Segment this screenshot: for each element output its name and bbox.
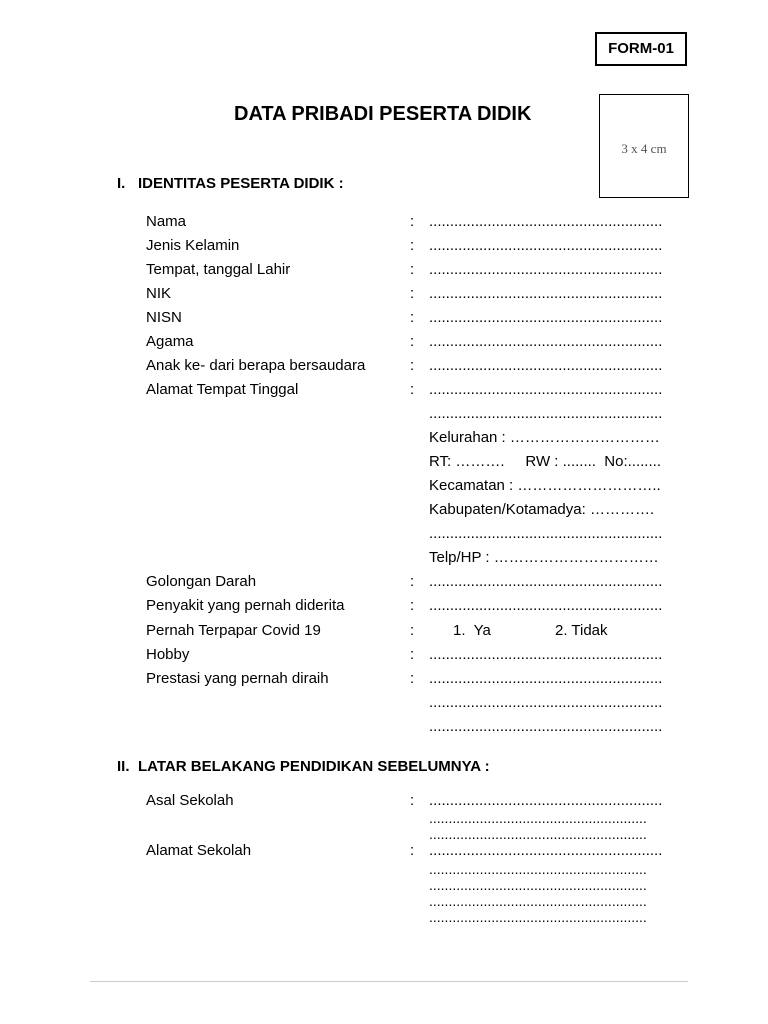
form-code-box: FORM-01 xyxy=(595,32,687,66)
photo-box-label: 3 x 4 cm xyxy=(621,141,667,156)
kecamatan-field[interactable]: Kecamatan : ……………………….. xyxy=(429,477,661,494)
field-golongan-darah xyxy=(0,573,768,595)
field-colon: : xyxy=(410,792,415,809)
fill-in-line[interactable]: ........................................................ xyxy=(429,893,647,909)
field-label: Penyakit yang pernah diderita xyxy=(146,597,345,614)
field-colon: : xyxy=(410,842,415,859)
fill-in-line[interactable]: ........................................................ xyxy=(429,405,663,422)
fill-in-line[interactable]: ........................................................ xyxy=(429,810,647,826)
field-colon: : xyxy=(410,213,415,230)
section-2-title: LATAR BELAKANG PENDIDIKAN SEBELUMNYA : xyxy=(138,758,490,775)
fill-in-line[interactable]: ........................................................ xyxy=(429,670,663,687)
field-label: Pernah Terpapar Covid 19 xyxy=(146,622,321,639)
fill-in-line[interactable]: ........................................................ xyxy=(429,237,663,254)
field-agama xyxy=(0,333,768,355)
field-colon: : xyxy=(410,333,415,350)
field-nik xyxy=(0,285,768,307)
fill-in-line[interactable]: ........................................................ xyxy=(429,792,663,809)
telp-field[interactable]: Telp/HP : …………………………… xyxy=(429,549,659,566)
field-colon: : xyxy=(410,237,415,254)
fill-in-line[interactable]: ........................................................ xyxy=(429,909,647,925)
field-prestasi xyxy=(0,670,768,692)
covid-option-ya[interactable]: 1. Ya xyxy=(453,622,491,639)
fill-in-line[interactable]: ........................................................ xyxy=(429,646,663,663)
field-colon: : xyxy=(410,573,415,590)
field-label: Golongan Darah xyxy=(146,573,257,590)
field-colon: : xyxy=(410,597,415,614)
field-nisn xyxy=(0,309,768,331)
section-1-number: I. xyxy=(117,175,126,192)
fill-in-line[interactable]: ........................................................ xyxy=(429,309,663,326)
section-1-title: IDENTITAS PESERTA DIDIK : xyxy=(138,175,344,192)
fill-in-line[interactable]: ........................................................ xyxy=(429,261,663,278)
kabupaten-field[interactable]: Kabupaten/Kotamadya: …………. xyxy=(429,501,655,518)
field-label: Alamat Tempat Tinggal xyxy=(146,381,299,398)
field-alamat xyxy=(0,381,768,403)
section-2-heading xyxy=(117,758,490,775)
fill-in-line[interactable]: ........................................................ xyxy=(429,381,663,398)
field-label: Nama xyxy=(146,213,187,230)
photo-box xyxy=(599,94,689,198)
field-colon: : xyxy=(410,261,415,278)
field-colon: : xyxy=(410,381,415,398)
address-kabupaten xyxy=(0,501,768,523)
field-colon: : xyxy=(410,357,415,374)
prestasi-line-3 xyxy=(0,718,768,740)
prestasi-line-2 xyxy=(0,694,768,716)
field-label: NISN xyxy=(146,309,182,326)
address-kelurahan xyxy=(0,429,768,451)
fill-in-line[interactable]: ........................................................ xyxy=(429,718,663,735)
field-covid xyxy=(0,622,768,644)
fill-in-line[interactable]: ........................................................ xyxy=(429,525,663,542)
alamat-line-2 xyxy=(0,405,768,427)
field-colon: : xyxy=(410,309,415,326)
field-colon: : xyxy=(410,646,415,663)
field-colon: : xyxy=(410,285,415,302)
field-tempat-tanggal-lahir xyxy=(0,261,768,283)
page-bottom-divider xyxy=(90,981,688,982)
address-kecamatan xyxy=(0,477,768,499)
section-2-number: II. xyxy=(117,758,130,775)
page-title: DATA PRIBADI PESERTA DIDIK xyxy=(234,103,532,125)
covid-option-tidak[interactable]: 2. Tidak xyxy=(555,622,608,639)
fill-in-line[interactable]: ........................................................ xyxy=(429,333,663,350)
field-label: Hobby xyxy=(146,646,190,663)
address-extra-line xyxy=(0,525,768,547)
field-colon: : xyxy=(410,622,415,639)
fill-in-line[interactable]: ........................................................ xyxy=(429,357,663,374)
field-penyakit xyxy=(0,597,768,619)
rt-rw-no-field[interactable]: RT: ………. RW : ........ No:........ xyxy=(429,453,661,470)
fill-in-line[interactable]: ........................................................ xyxy=(429,842,663,859)
fill-in-line[interactable]: ........................................................ xyxy=(429,826,647,842)
field-label: Alamat Sekolah xyxy=(146,842,252,859)
field-jenis-kelamin xyxy=(0,237,768,259)
field-nama xyxy=(0,213,768,235)
fill-in-line[interactable]: ........................................................ xyxy=(429,861,647,877)
address-telp xyxy=(0,549,768,571)
field-label: Prestasi yang pernah diraih xyxy=(146,670,329,687)
fill-in-line[interactable]: ........................................................ xyxy=(429,597,663,614)
field-label: Anak ke- dari berapa bersaudara xyxy=(146,357,366,374)
address-rt-rw-no xyxy=(0,453,768,475)
alamat-sekolah-line-5 xyxy=(0,909,768,931)
section-1-heading xyxy=(117,175,344,192)
field-label: Jenis Kelamin xyxy=(146,237,240,254)
field-label: NIK xyxy=(146,285,172,302)
field-anak-ke xyxy=(0,357,768,379)
fill-in-line[interactable]: ........................................................ xyxy=(429,213,663,230)
fill-in-line[interactable]: ........................................................ xyxy=(429,694,663,711)
kelurahan-field[interactable]: Kelurahan : ………………………… xyxy=(429,429,660,446)
field-label: Tempat, tanggal Lahir xyxy=(146,261,291,278)
fill-in-line[interactable]: ........................................................ xyxy=(429,573,663,590)
field-hobby xyxy=(0,646,768,668)
fill-in-line[interactable]: ........................................................ xyxy=(429,877,647,893)
field-label: Agama xyxy=(146,333,194,350)
field-colon: : xyxy=(410,670,415,687)
fill-in-line[interactable]: ........................................................ xyxy=(429,285,663,302)
field-label: Asal Sekolah xyxy=(146,792,234,809)
